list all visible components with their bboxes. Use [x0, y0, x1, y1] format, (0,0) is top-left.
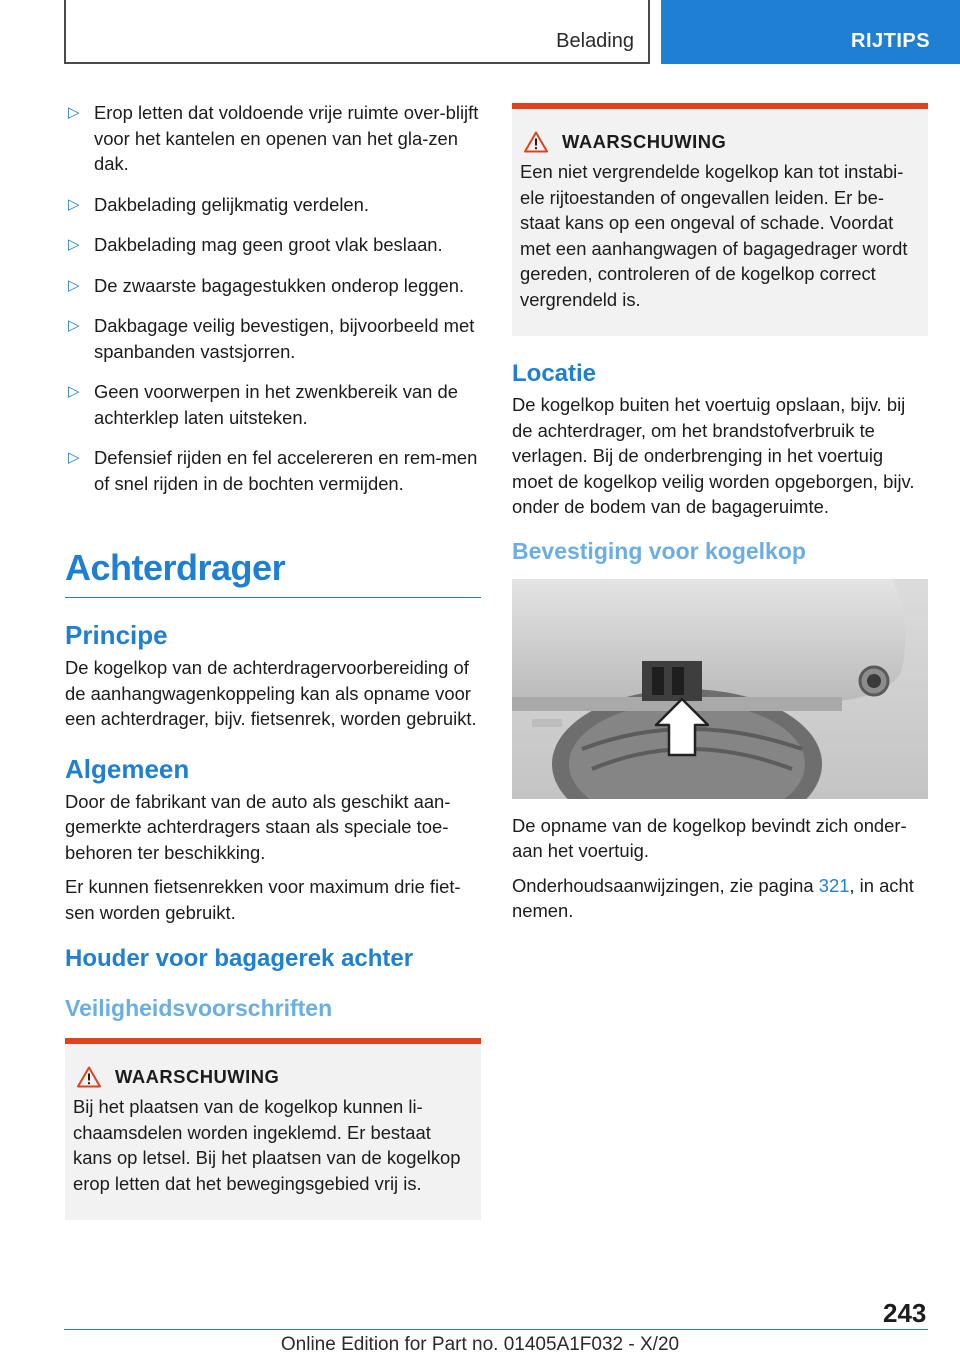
list-item: ▷ Dakbagage veilig bevestigen, bijvoorbeeld met spanbanden vastsjorren. [68, 315, 475, 362]
algemeen-text-2: Er kunnen fietsenrekken voor maximum drie fiet-sen worden gebruikt. [65, 876, 461, 923]
header-chapter-label: RIJTIPS [851, 30, 931, 52]
list-item: ▷ Defensief rijden en fel accelereren en rem-men of snel rijden in de bochten vermijden. [68, 447, 478, 494]
warning-text: Een niet vergrendelde kogelkop kan tot instabi-ele rijtoestanden of ongevallen leiden. Er be-staat kans op een ongeval of schade. Voordat met een aanhangwagen of bagagedrager wordt gereden, controleren of de kogelkop correct vergrendeld is. [520, 161, 908, 310]
warning-triangle-icon [524, 131, 548, 153]
bullet-triangle-icon: ▷ [68, 276, 80, 294]
page-title: Achterdrager [65, 511, 481, 598]
list-item: ▷ De zwaarste bagagestukken onderop leggen. [65, 273, 481, 299]
maintenance-reference: Onderhoudsaanwijzingen, zie pagina 321, in acht nemen. [512, 874, 914, 921]
locatie-heading: Locatie [512, 360, 597, 387]
list-item: ▷ Dakbelading gelijkmatig verdelen. [65, 192, 481, 218]
header-section-title: Belading [556, 30, 634, 52]
bevestiging-heading: Bevestiging voor kogelkop [512, 537, 806, 564]
kogelkop-mount-figure [512, 579, 928, 799]
list-item: ▷ Erop letten dat voldoende vrije ruimte over-blijft voor het kantelen en openen van het gla-zen dak. [68, 102, 479, 174]
bullet-triangle-icon: ▷ [68, 449, 80, 466]
tips-list [65, 100, 481, 496]
right-column [512, 103, 928, 933]
algemeen-text-1: Door de fabrikant van de auto als geschikt aan-gemerkte achterdragers staan als speciale toe-behoren ter beschikking. [65, 790, 451, 863]
list-item: ▷ Geen voorwerpen in het zwenkbereik van de achterklep laten uitsteken. [68, 381, 458, 428]
bullet-triangle-icon: ▷ [68, 195, 80, 213]
bullet-triangle-icon: ▷ [68, 104, 80, 121]
warning-title: WAARSCHUWING [115, 1066, 280, 1087]
algemeen-heading: Algemeen [65, 753, 190, 784]
header-chapter-tab[interactable] [661, 0, 960, 64]
principe-heading: Principe [65, 620, 168, 650]
figure-caption: De opname van de kogelkop bevindt zich onder-aan het voertuig. [512, 814, 907, 861]
veiligheid-heading: Veiligheidsvoorschriften [65, 995, 333, 1021]
warning-box [65, 1038, 481, 1220]
bullet-triangle-icon: ▷ [68, 383, 80, 400]
kogelkop-mount-illustration [512, 579, 928, 799]
principe-text: De kogelkop van de achterdragervoorbereiding of de aanhangwagenkoppeling kan als opname voor een achterdrager, bijv. fietsenrek, worden gebruikt. [65, 657, 477, 729]
houder-heading: Houder voor bagagerek achter [65, 945, 414, 972]
footer-divider [64, 1329, 928, 1330]
left-column [65, 100, 481, 1220]
page-link[interactable]: 321 [818, 874, 850, 896]
warning-box [512, 103, 928, 336]
page-number: 243 [883, 1298, 927, 1328]
warning-triangle-icon [77, 1066, 101, 1088]
header-section-box [64, 0, 650, 64]
footer-edition: Online Edition for Part no. 01405A1F032 - X/20 [280, 1334, 680, 1355]
warning-text: Bij het plaatsen van de kogelkop kunnen li-chaamsdelen worden ingeklemd. Er bestaat kans op letsel. Bij het plaatsen van de kogelkop erop letten dat het bewegingsgebied vrij is. [73, 1096, 461, 1194]
list-item: ▷ Dakbelading mag geen groot vlak beslaan. [65, 232, 481, 258]
locatie-text: De kogelkop buiten het voertuig opslaan, bijv. bij de achterdrager, om het brandstofverbruik te verlagen. Bij de onderbrenging in het voertuig moet de kogelkop veilig worden opgeborgen, bijv. onder de bodem van de bagageruimte. [512, 394, 915, 517]
bullet-triangle-icon: ▷ [68, 236, 80, 253]
bullet-triangle-icon: ▷ [68, 317, 80, 334]
warning-title: WAARSCHUWING [562, 131, 727, 152]
